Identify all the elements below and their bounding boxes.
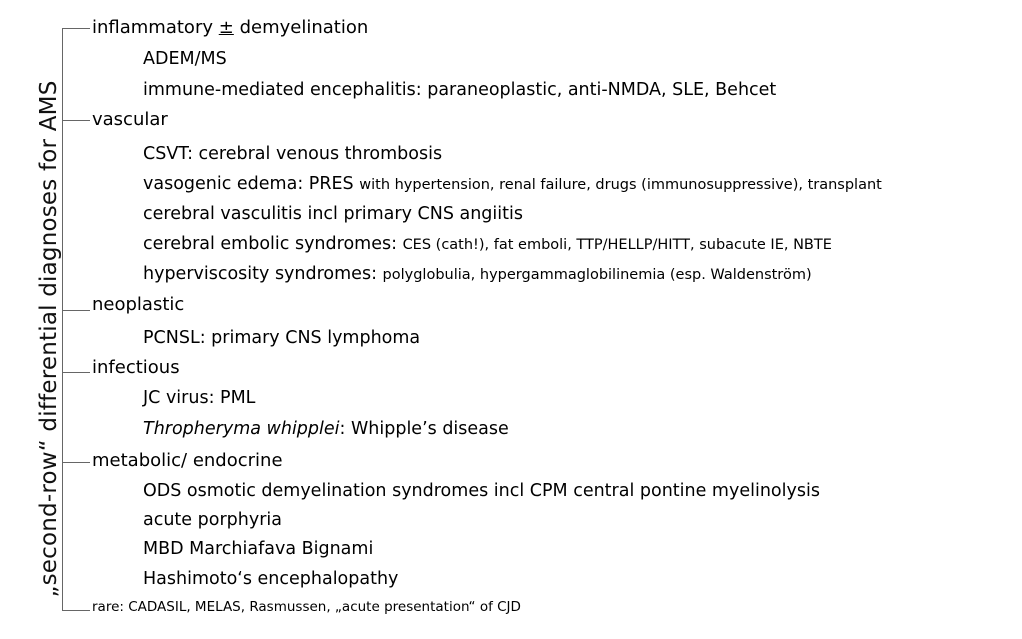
- plus-minus-symbol: ±: [218, 17, 234, 38]
- item-detail-text: with hypertension, renal failure, drugs (immunosuppressive), transplant: [359, 177, 882, 193]
- category-vascular: vascular: [92, 109, 168, 130]
- item-main-text: hyperviscosity syndromes:: [143, 264, 377, 284]
- category-metabolic-endocrine: metabolic/ endocrine: [92, 450, 283, 471]
- item-cerebral-vasculitis: cerebral vasculitis incl primary CNS angiitis: [143, 204, 523, 224]
- side-title: „second-row“ differential diagnoses for AMS: [36, 80, 62, 598]
- item-adem-ms: ADEM/MS: [143, 49, 227, 69]
- category-infectious: infectious: [92, 357, 180, 378]
- item-cerebral-embolic: [143, 236, 832, 254]
- category-label: inflammatory: [92, 17, 213, 38]
- item-pcnsl: PCNSL: primary CNS lymphoma: [143, 328, 421, 348]
- item-main-text: cerebral embolic syndromes:: [143, 234, 397, 254]
- item-immune-encephalitis: immune-mediated encephalitis: paraneoplastic, anti-NMDA, SLE, Behcet: [143, 80, 777, 100]
- item-main-text: vasogenic edema: PRES: [143, 174, 354, 194]
- item-hyperviscosity: [143, 266, 812, 284]
- item-main-text: : Whipple’s disease: [339, 419, 509, 439]
- item-detail-text: polyglobulia, hypergammaglobilinemia (esp. Waldenström): [382, 267, 812, 283]
- item-acute-porphyria: acute porphyria: [143, 510, 282, 530]
- category-label-rest: demyelination: [239, 17, 369, 38]
- item-ods: ODS osmotic demyelination syndromes incl CPM central pontine myelinolysis: [143, 481, 820, 501]
- item-vasogenic-edema: [143, 176, 882, 194]
- rare-list: rare: CADASIL, MELAS, Rasmussen, „acute presentation“ of CJD: [92, 599, 521, 615]
- item-hashimoto: Hashimoto‘s encephalopathy: [143, 569, 399, 589]
- category-neoplastic: neoplastic: [92, 294, 185, 315]
- item-csvt: CSVT: cerebral venous thrombosis: [143, 144, 443, 164]
- item-whipple: [143, 421, 509, 439]
- item-mbd: MBD Marchiafava Bignami: [143, 539, 374, 559]
- item-detail-text: CES (cath!), fat emboli, TTP/HELLP/HITT, subacute IE, NBTE: [402, 237, 832, 253]
- item-italic-text: Thropheryma whipplei: [143, 419, 340, 439]
- category-inflammatory: [92, 19, 368, 37]
- item-jc-virus: JC virus: PML: [143, 388, 256, 408]
